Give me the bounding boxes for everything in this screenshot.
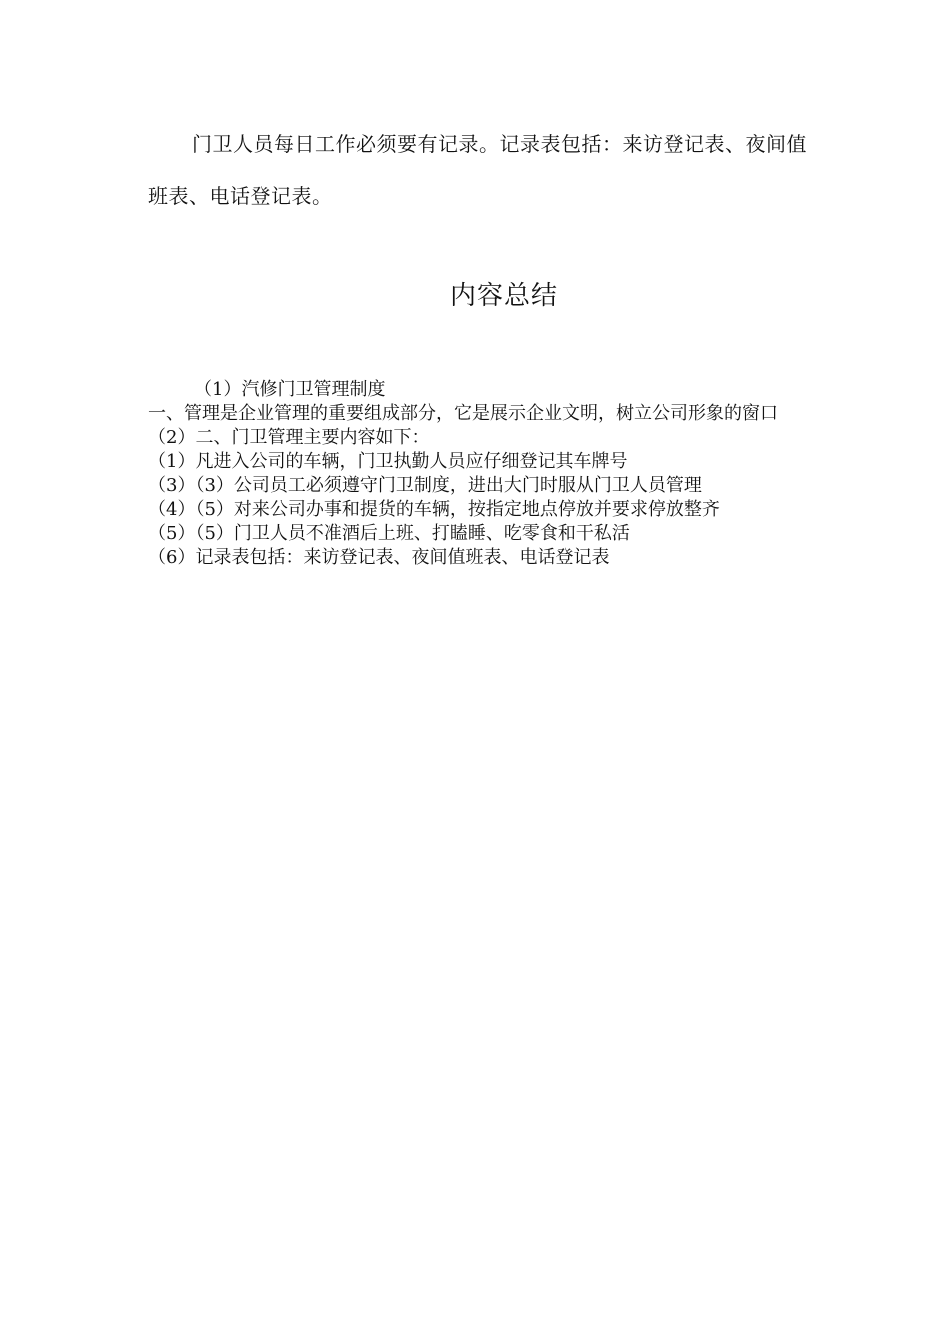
intro-paragraph: 门卫人员每日工作必须要有记录。记录表包括：来访登记表、夜间值班表、电话登记表。 [148,132,807,208]
summary-line: （1）汽修门卫管理制度 [194,379,386,400]
summary-line: （4）（5）对来公司办事和提货的车辆，按指定地点停放并要求停放整齐 [148,499,720,520]
summary-title: 内容总结 [449,281,558,311]
summary-line: （1）凡进入公司的车辆，门卫执勤人员应仔细登记其车牌号 [148,451,628,472]
summary-line: （5）（5）门卫人员不准酒后上班、打瞌睡、吃零食和干私活 [148,523,630,544]
intro-section [148,118,808,222]
summary-line: （3）（3）公司员工必须遵守门卫制度，进出大门时服从门卫人员管理 [148,475,702,496]
summary-line: （2）二、门卫管理主要内容如下： [148,427,430,448]
summary-list [148,378,798,570]
summary-line: 一、管理是企业管理的重要组成部分，它是展示企业文明，树立公司形象的窗口 [148,403,778,424]
summary-line: （6）记录表包括：来访登记表、夜间值班表、电话登记表 [148,547,610,568]
